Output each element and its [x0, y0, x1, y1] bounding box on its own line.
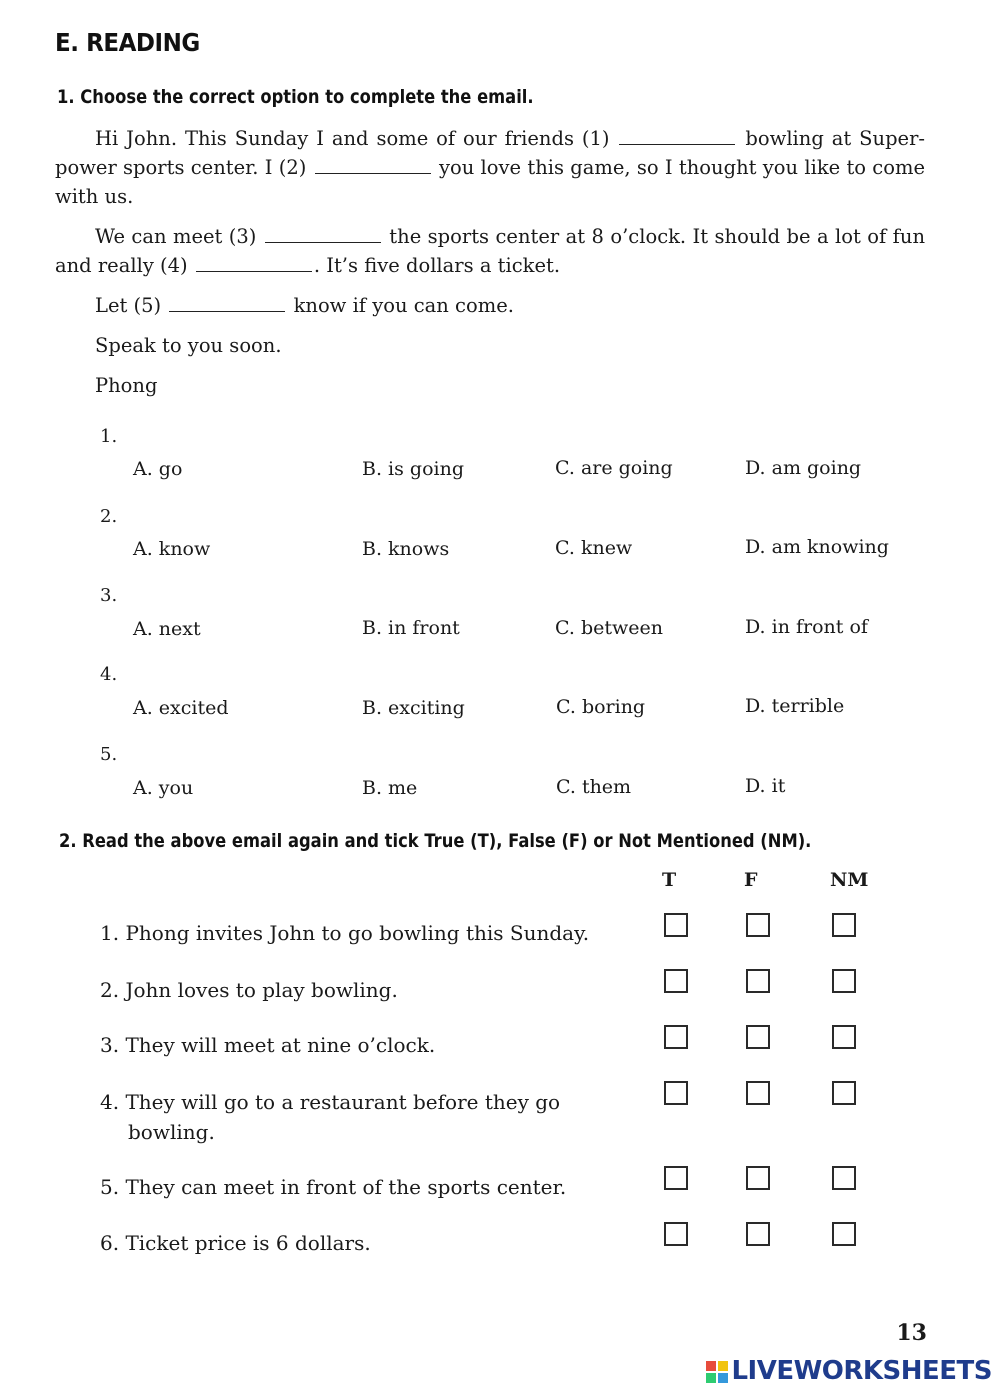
- statement: [100, 1087, 630, 1147]
- option-a[interactable]: A. you: [133, 777, 194, 799]
- option-c[interactable]: C. them: [556, 776, 632, 798]
- email-signature: Phong: [95, 374, 158, 397]
- statement-text: 4. They will go to a restaurant before they go bowling.: [100, 1090, 561, 1144]
- option-b[interactable]: B. knows: [362, 538, 450, 560]
- blank-4: [196, 255, 312, 272]
- statement-text: 5. They can meet in front of the sports center.: [100, 1175, 567, 1199]
- option-b[interactable]: B. is going: [362, 458, 464, 480]
- checkbox-true[interactable]: [664, 1166, 688, 1190]
- statement: [100, 1030, 630, 1060]
- email-text: know if you can come.: [293, 294, 514, 317]
- question-number: 3.: [100, 585, 118, 606]
- liveworksheets-logo-icon: [706, 1360, 728, 1382]
- email-text: bowling at Super-power sports center. I (2): [55, 127, 926, 179]
- question-number: 5.: [100, 744, 118, 765]
- checkbox-true[interactable]: [664, 1025, 688, 1049]
- statement-text: 6. Ticket price is 6 dollars.: [100, 1231, 371, 1255]
- option-d[interactable]: D. it: [745, 775, 786, 797]
- checkbox-true[interactable]: [664, 969, 688, 993]
- brand-name: LIVEWORKSHEETS: [731, 1356, 992, 1386]
- email-paragraph-1: [55, 124, 925, 211]
- email-paragraph-2: [55, 222, 925, 280]
- brand-footer[interactable]: [706, 1356, 992, 1386]
- checkbox-false[interactable]: [746, 1222, 770, 1246]
- question-number: 2.: [100, 506, 118, 527]
- email-text: Hi John. This Sunday I and some of our friends (1): [95, 127, 610, 150]
- column-header-false: F: [744, 869, 758, 891]
- task2-title: 2. Read the above email again and tick True (T), False (F) or Not Mentioned (NM).: [59, 830, 812, 852]
- email-text: you love this game, so I thought you like to come with us.: [55, 156, 925, 208]
- checkbox-not-mentioned[interactable]: [832, 1222, 856, 1246]
- checkbox-not-mentioned[interactable]: [832, 1166, 856, 1190]
- option-d[interactable]: D. terrible: [745, 695, 845, 717]
- checkbox-false[interactable]: [746, 1081, 770, 1105]
- checkbox-true[interactable]: [664, 1222, 688, 1246]
- question-number: 1.: [100, 426, 118, 447]
- option-d[interactable]: D. am knowing: [745, 536, 889, 558]
- option-c[interactable]: C. knew: [555, 537, 633, 559]
- option-d[interactable]: D. am going: [745, 457, 862, 479]
- email-text: Let (5): [95, 294, 162, 317]
- checkbox-not-mentioned[interactable]: [832, 1025, 856, 1049]
- option-c[interactable]: C. between: [555, 617, 663, 639]
- column-header-not-mentioned: NM: [830, 869, 869, 891]
- option-a[interactable]: A. know: [133, 538, 211, 560]
- checkbox-false[interactable]: [746, 1025, 770, 1049]
- email-closing: Speak to you soon.: [95, 334, 282, 357]
- checkbox-true[interactable]: [664, 913, 688, 937]
- option-a[interactable]: A. excited: [133, 697, 229, 719]
- option-b[interactable]: B. exciting: [362, 697, 465, 719]
- statement: [100, 1172, 630, 1202]
- column-header-true: T: [662, 869, 677, 891]
- option-d[interactable]: D. in front of: [745, 616, 868, 638]
- email-let-line: [95, 291, 514, 320]
- checkbox-not-mentioned[interactable]: [832, 1081, 856, 1105]
- checkbox-not-mentioned[interactable]: [832, 913, 856, 937]
- page-number: 13: [896, 1320, 927, 1346]
- option-c[interactable]: C. are going: [555, 457, 673, 479]
- option-a[interactable]: A. go: [133, 458, 183, 480]
- checkbox-false[interactable]: [746, 1166, 770, 1190]
- section-title: E. READING: [55, 28, 200, 57]
- option-b[interactable]: B. me: [362, 777, 418, 799]
- blank-1: [619, 128, 735, 145]
- email-text: . It’s five dollars a ticket.: [313, 254, 561, 277]
- question-number: 4.: [100, 664, 118, 685]
- statement-text: 3. They will meet at nine o’clock.: [100, 1033, 436, 1057]
- statement-text: 2. John loves to play bowling.: [100, 978, 398, 1002]
- blank-5: [169, 295, 285, 312]
- email-text: the sports center at 8 o’clock. It should be a lot of fun and really (4): [55, 225, 926, 277]
- statement: [100, 918, 630, 948]
- email-text: We can meet (3): [95, 225, 257, 248]
- statement: [100, 975, 630, 1005]
- blank-3: [265, 226, 381, 243]
- statement-text: 1. Phong invites John to go bowling this Sunday.: [100, 921, 590, 945]
- option-a[interactable]: A. next: [133, 618, 201, 640]
- checkbox-true[interactable]: [664, 1081, 688, 1105]
- statement: [100, 1228, 630, 1258]
- blank-2: [315, 157, 431, 174]
- checkbox-false[interactable]: [746, 969, 770, 993]
- checkbox-not-mentioned[interactable]: [832, 969, 856, 993]
- checkbox-false[interactable]: [746, 913, 770, 937]
- option-b[interactable]: B. in front: [362, 617, 460, 639]
- task1-title: 1. Choose the correct option to complete the email.: [57, 86, 534, 108]
- option-c[interactable]: C. boring: [556, 696, 646, 718]
